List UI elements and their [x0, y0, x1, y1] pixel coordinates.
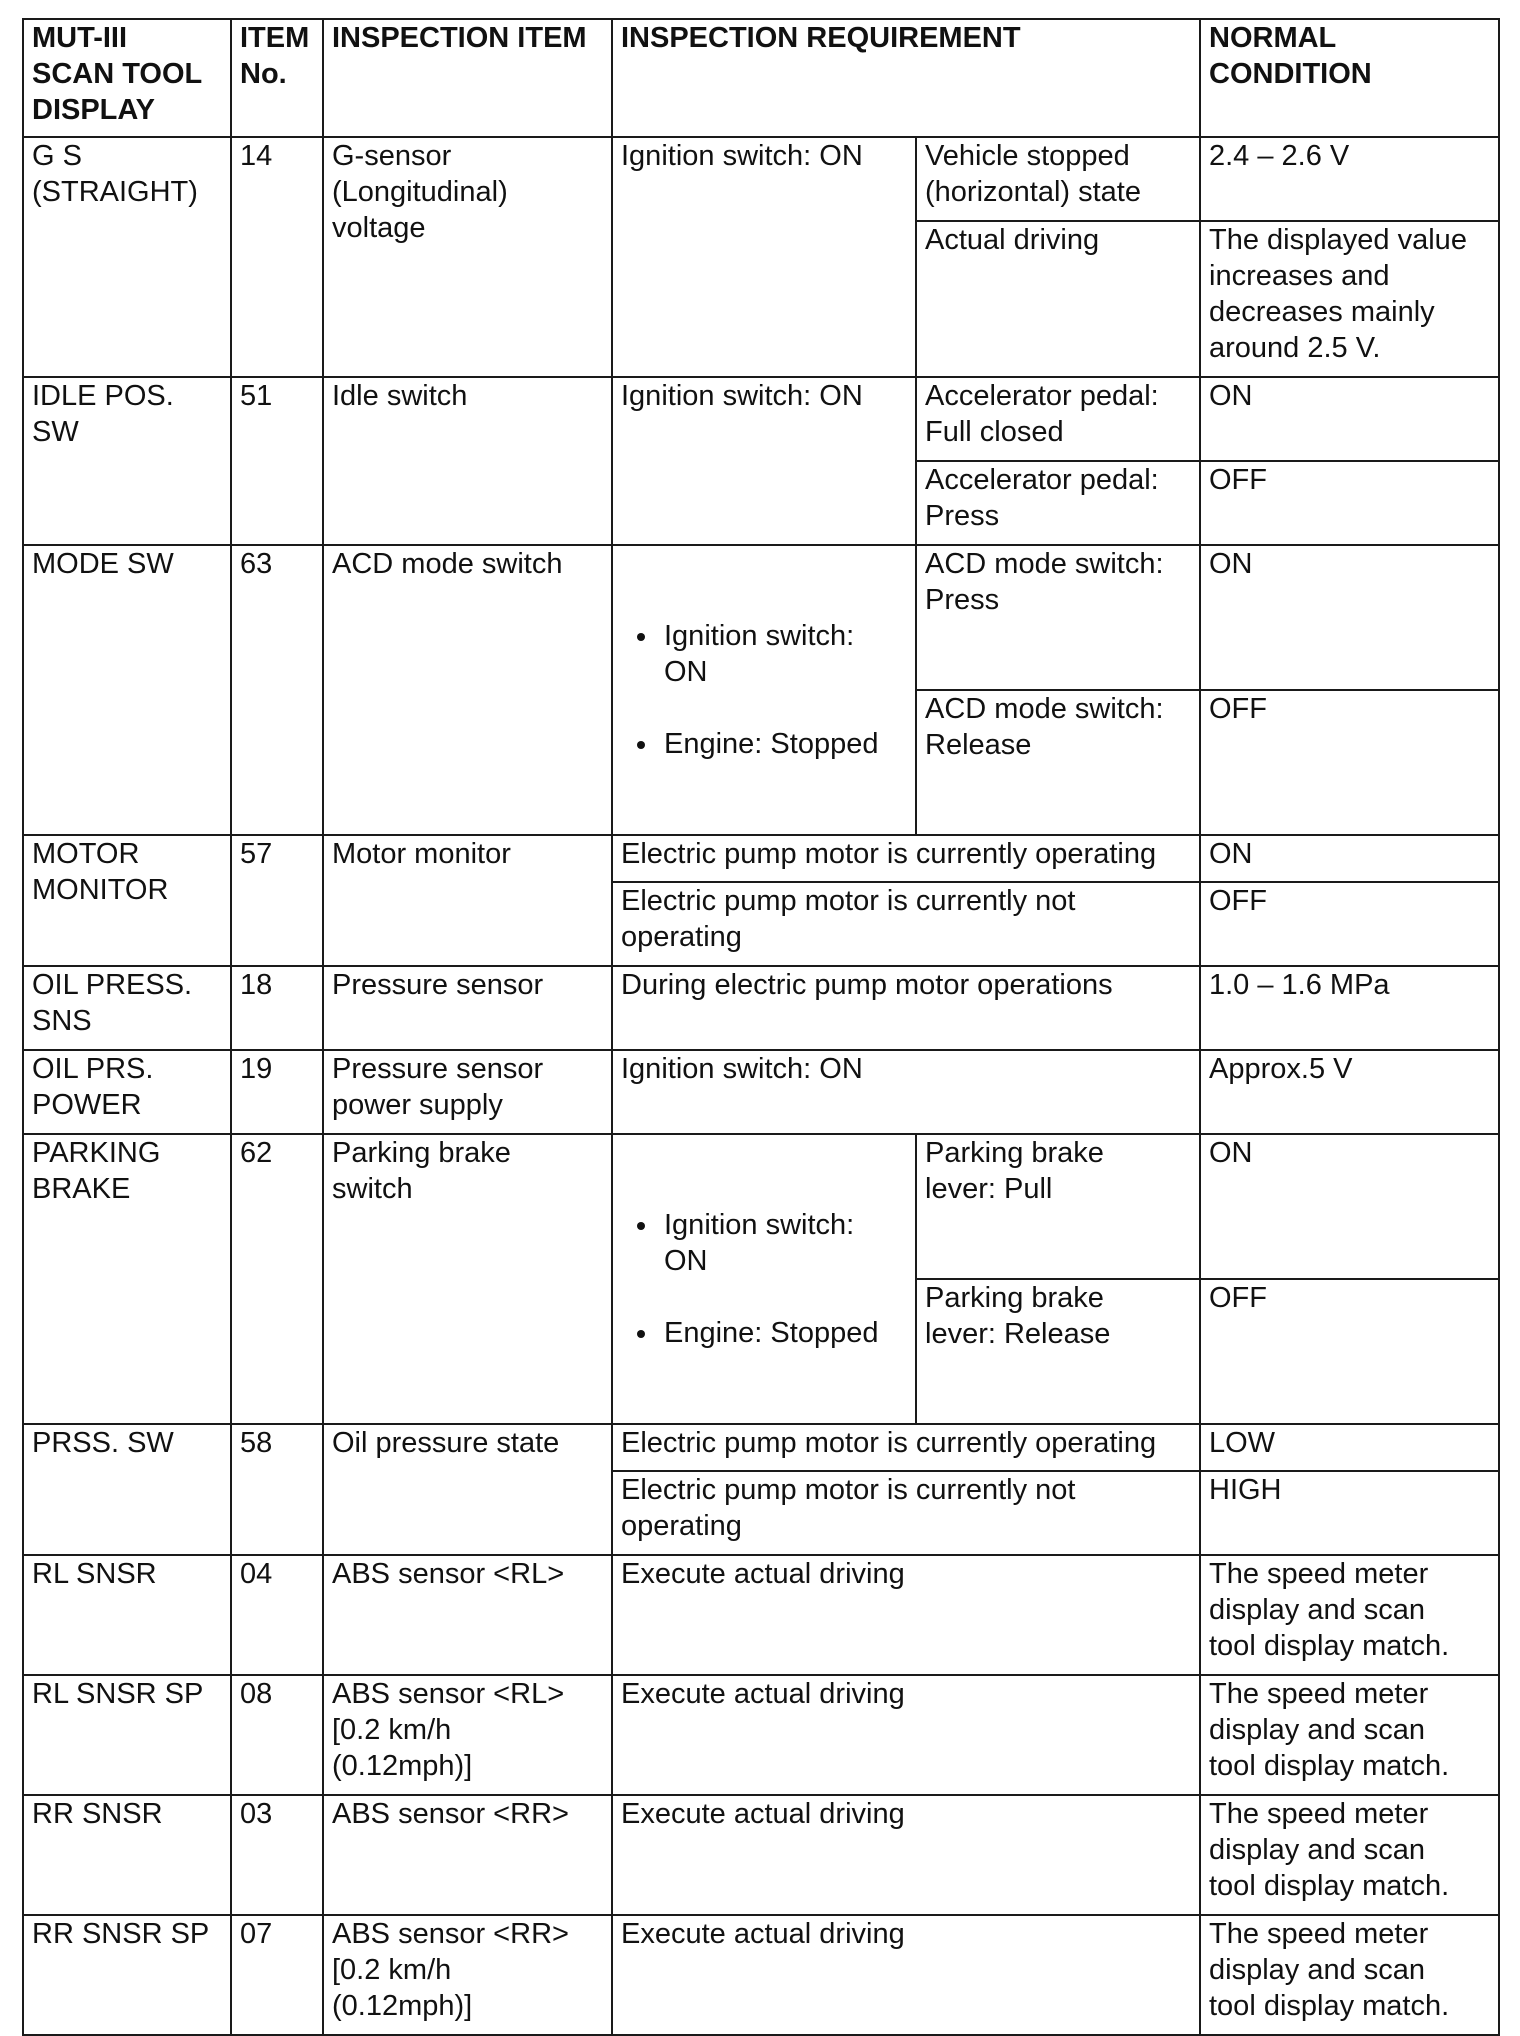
cell-display: OIL PRS. POWER [23, 1050, 231, 1134]
requirement-bullet-list [621, 582, 909, 798]
cell-condition: Actual driving [916, 221, 1200, 377]
requirement-bullet: • Ignition switch: ON [660, 618, 909, 690]
cell-normal: LOW [1200, 1424, 1499, 1471]
cell-inspection-item: Parking brake switch [323, 1134, 612, 1424]
cell-inspection-item: Pressure sensor power supply [323, 1050, 612, 1134]
cell-requirement: Ignition switch: ON [612, 1050, 1200, 1134]
cell-requirement: Electric pump motor is currently operating [612, 835, 1200, 882]
cell-item-no: 58 [231, 1424, 323, 1555]
cell-requirement [612, 1134, 916, 1424]
cell-item-no: 57 [231, 835, 323, 966]
table-row [23, 1134, 1499, 1279]
cell-item-no: 04 [231, 1555, 323, 1675]
cell-normal: The speed meter display and scan tool display match. [1200, 1795, 1499, 1915]
cell-inspection-item: ABS sensor <RR> [323, 1795, 612, 1915]
table-row [23, 545, 1499, 690]
cell-display: RR SNSR SP [23, 1915, 231, 2035]
cell-requirement: Electric pump motor is currently operating [612, 1424, 1200, 1471]
cell-inspection-item: G-sensor (Longitudinal) voltage [323, 137, 612, 377]
cell-inspection-item: ABS sensor <RR> [0.2 km/h (0.12mph)] [323, 1915, 612, 2035]
cell-display: OIL PRESS. SNS [23, 966, 231, 1050]
header-inspection-requirement: INSPECTION REQUIREMENT [612, 19, 1200, 137]
cell-display: RR SNSR [23, 1795, 231, 1915]
table-row [23, 1555, 1499, 1675]
cell-normal: ON [1200, 1134, 1499, 1279]
cell-inspection-item: Idle switch [323, 377, 612, 545]
cell-condition: Vehicle stopped (horizontal) state [916, 137, 1200, 221]
table-row [23, 1675, 1499, 1795]
cell-inspection-item: Motor monitor [323, 835, 612, 966]
requirement-bullet: • Engine: Stopped [660, 726, 909, 762]
cell-requirement: Ignition switch: ON [612, 377, 916, 545]
cell-display: PRSS. SW [23, 1424, 231, 1555]
cell-requirement: Electric pump motor is currently not operating [612, 882, 1200, 966]
cell-normal: The speed meter display and scan tool display match. [1200, 1915, 1499, 2035]
table-row [23, 1050, 1499, 1134]
cell-item-no: 62 [231, 1134, 323, 1424]
requirement-bullet-list [621, 1171, 909, 1387]
cell-condition: ACD mode switch: Press [916, 545, 1200, 690]
cell-normal: OFF [1200, 461, 1499, 545]
header-row [23, 19, 1499, 137]
cell-display: MOTOR MONITOR [23, 835, 231, 966]
cell-requirement: Execute actual driving [612, 1795, 1200, 1915]
cell-item-no: 03 [231, 1795, 323, 1915]
table-row [23, 1915, 1499, 2035]
table-row [23, 1795, 1499, 1915]
cell-normal: OFF [1200, 882, 1499, 966]
cell-requirement: Execute actual driving [612, 1915, 1200, 2035]
cell-requirement [612, 545, 916, 835]
cell-item-no: 51 [231, 377, 323, 545]
cell-requirement: Ignition switch: ON [612, 137, 916, 377]
cell-inspection-item: ABS sensor <RL> [323, 1555, 612, 1675]
cell-normal: The displayed value increases and decreases mainly around 2.5 V. [1200, 221, 1499, 377]
table-row [23, 137, 1499, 221]
cell-item-no: 08 [231, 1675, 323, 1795]
cell-display: RL SNSR [23, 1555, 231, 1675]
cell-item-no: 18 [231, 966, 323, 1050]
table-row [23, 835, 1499, 882]
header-normal-condition: NORMAL CONDITION [1200, 19, 1499, 137]
cell-normal: The speed meter display and scan tool display match. [1200, 1675, 1499, 1795]
cell-normal: The speed meter display and scan tool display match. [1200, 1555, 1499, 1675]
cell-condition: Parking brake lever: Pull [916, 1134, 1200, 1279]
cell-requirement: Execute actual driving [612, 1555, 1200, 1675]
header-inspection-item: INSPECTION ITEM [323, 19, 612, 137]
cell-normal: ON [1200, 545, 1499, 690]
cell-condition: Parking brake lever: Release [916, 1279, 1200, 1424]
cell-display: RL SNSR SP [23, 1675, 231, 1795]
cell-display: MODE SW [23, 545, 231, 835]
table-row [23, 966, 1499, 1050]
cell-condition: Accelerator pedal: Press [916, 461, 1200, 545]
cell-item-no: 19 [231, 1050, 323, 1134]
cell-condition: Accelerator pedal: Full closed [916, 377, 1200, 461]
cell-normal: OFF [1200, 690, 1499, 835]
table-row [23, 1424, 1499, 1471]
cell-normal: OFF [1200, 1279, 1499, 1424]
cell-requirement: Electric pump motor is currently not operating [612, 1471, 1200, 1555]
inspection-table [22, 18, 1500, 2036]
requirement-bullet: • Ignition switch: ON [660, 1207, 909, 1279]
cell-requirement: Execute actual driving [612, 1675, 1200, 1795]
cell-normal: HIGH [1200, 1471, 1499, 1555]
cell-normal: Approx.5 V [1200, 1050, 1499, 1134]
cell-inspection-item: ACD mode switch [323, 545, 612, 835]
cell-normal: 1.0 – 1.6 MPa [1200, 966, 1499, 1050]
cell-normal: ON [1200, 377, 1499, 461]
cell-display: G S (STRAIGHT) [23, 137, 231, 377]
cell-requirement: During electric pump motor operations [612, 966, 1200, 1050]
cell-display: PARKING BRAKE [23, 1134, 231, 1424]
cell-normal: ON [1200, 835, 1499, 882]
header-display: MUT-III SCAN TOOL DISPLAY [23, 19, 231, 137]
cell-display: IDLE POS. SW [23, 377, 231, 545]
cell-inspection-item: ABS sensor <RL> [0.2 km/h (0.12mph)] [323, 1675, 612, 1795]
cell-item-no: 63 [231, 545, 323, 835]
cell-condition: ACD mode switch: Release [916, 690, 1200, 835]
cell-normal: 2.4 – 2.6 V [1200, 137, 1499, 221]
header-item-no: ITEM No. [231, 19, 323, 137]
cell-inspection-item: Oil pressure state [323, 1424, 612, 1555]
requirement-bullet: • Engine: Stopped [660, 1315, 909, 1351]
cell-item-no: 14 [231, 137, 323, 377]
cell-inspection-item: Pressure sensor [323, 966, 612, 1050]
cell-item-no: 07 [231, 1915, 323, 2035]
table-row [23, 377, 1499, 461]
